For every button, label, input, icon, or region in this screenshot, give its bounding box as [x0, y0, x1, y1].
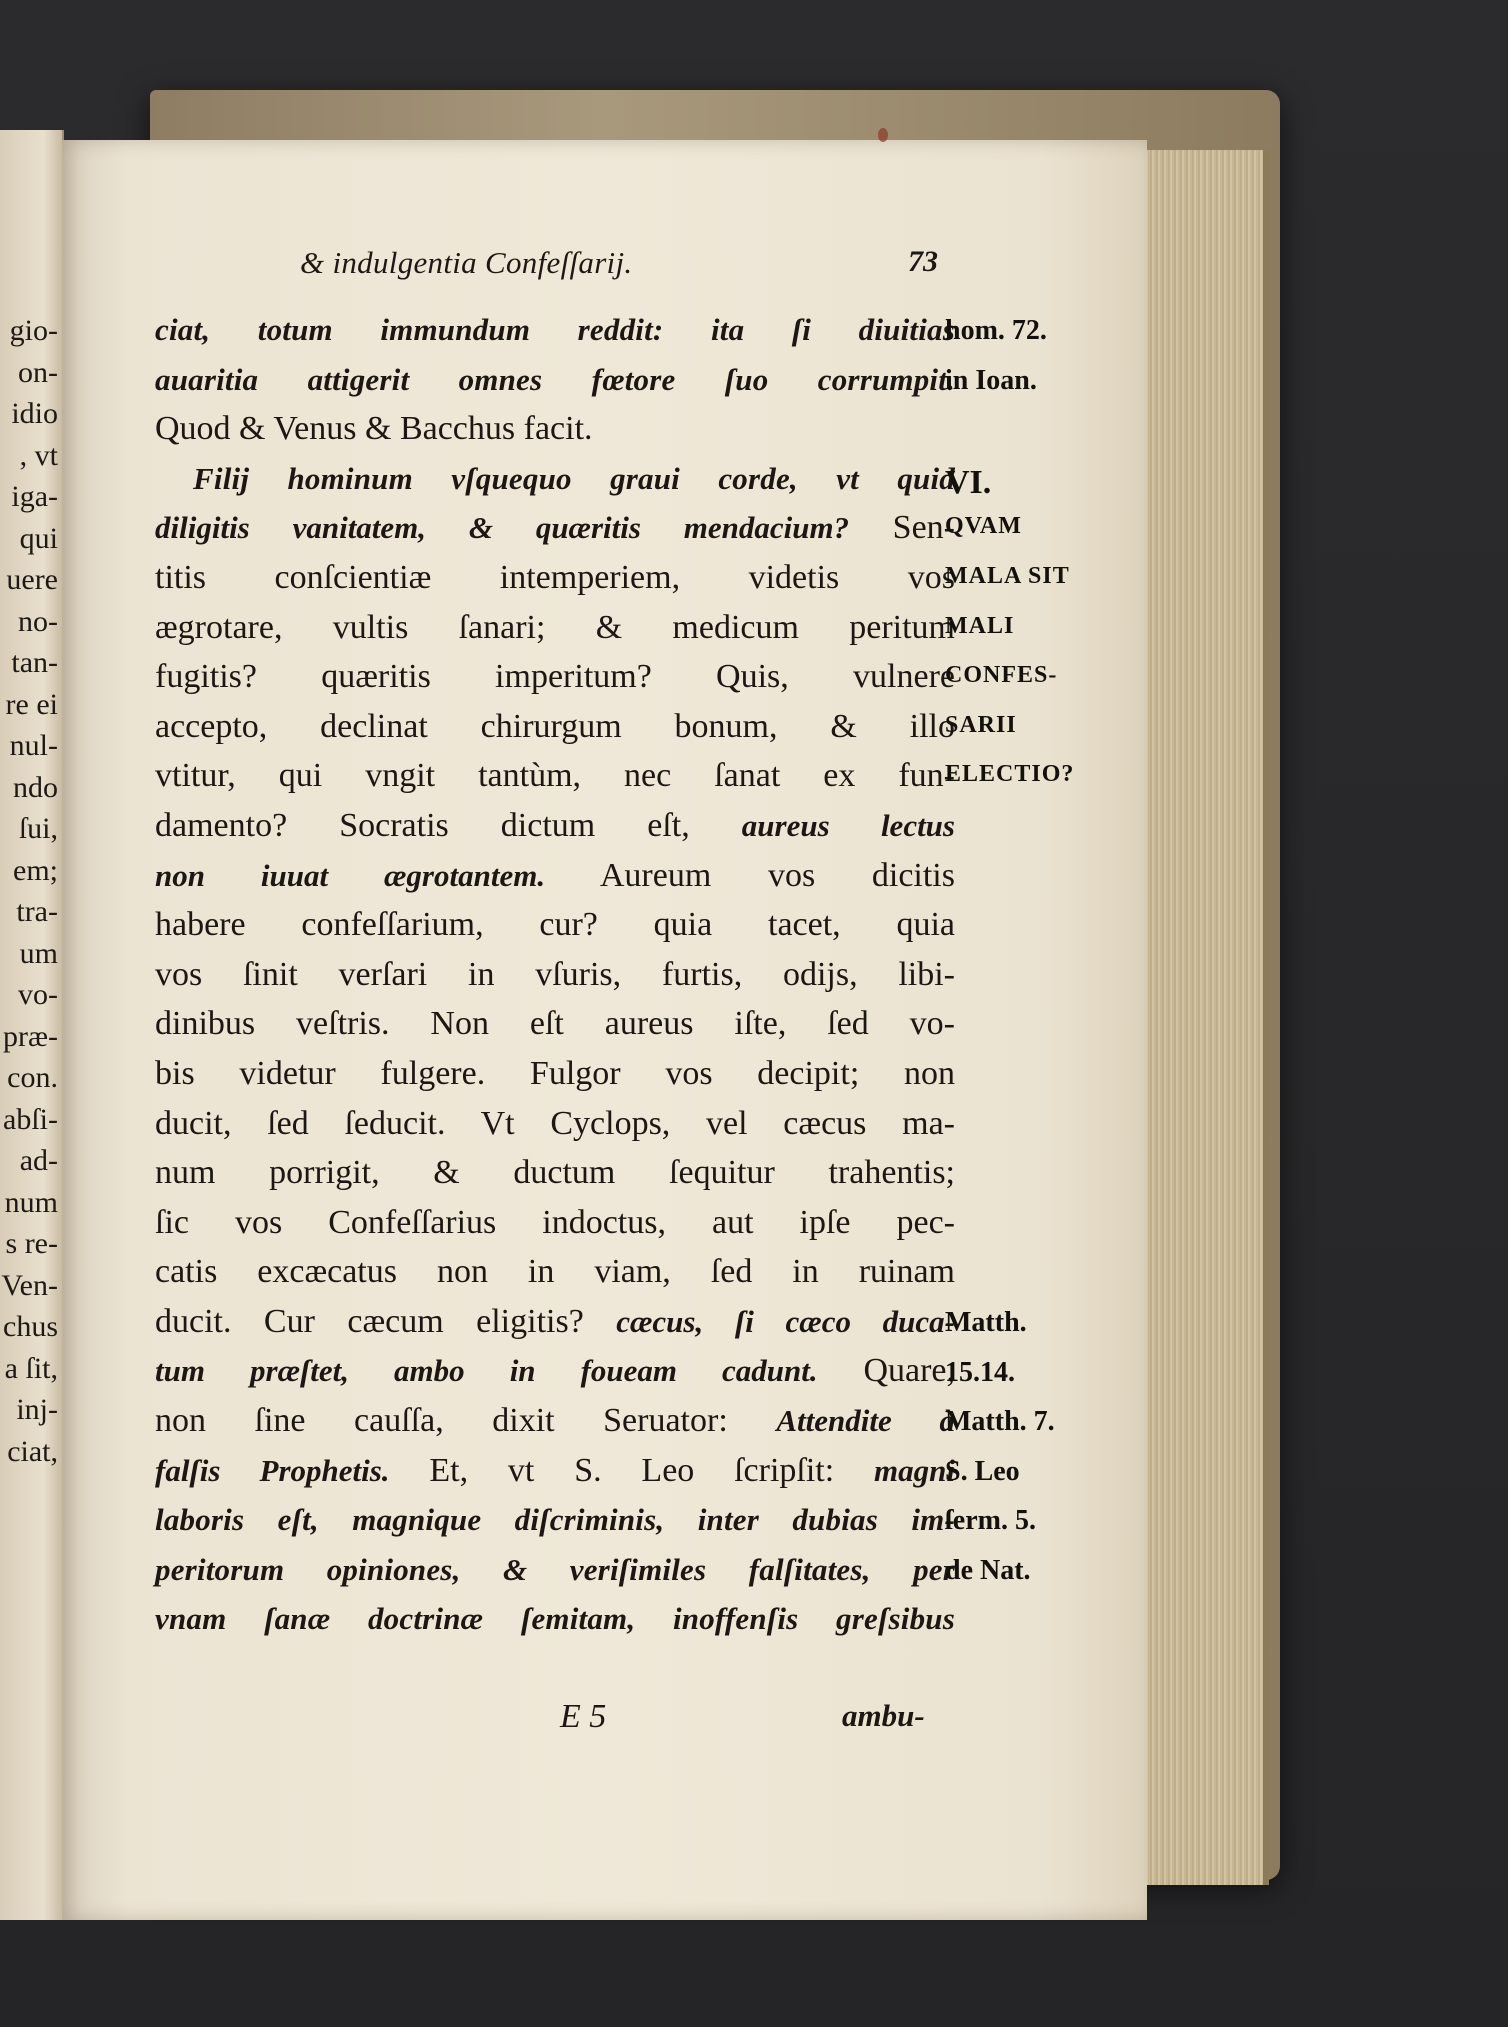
left-fragment: idio: [11, 397, 58, 430]
left-fragment: Ven-: [1, 1268, 58, 1302]
roman-run: Quare,: [817, 1352, 955, 1390]
left-fragment: em;: [13, 853, 58, 887]
left-fragment: re ei: [5, 687, 58, 721]
body-line: ducit, ſed ſeducit. Vt Cyclops, vel cæcus ma-: [155, 1104, 955, 1142]
margin-note: Matth. 7.: [945, 1406, 1055, 1438]
body-line: vtitur, qui vngit tantùm, nec ſanat ex fun-: [155, 757, 955, 795]
italic-run: cæcus, ſi cæco duca-: [616, 1303, 955, 1339]
left-page-edge: [0, 130, 64, 1920]
italic-run: non iuuat ægrotantem.: [155, 857, 546, 893]
left-page-text-fragments: [1, 310, 58, 1472]
roman-run: non ſine cauſſa, dixit Seruator:: [155, 1402, 777, 1440]
italic-run: diligitis vanitatem, & quæritis mendacium?: [155, 510, 850, 546]
margin-note: hom. 72.: [945, 315, 1047, 346]
body-line: [155, 1446, 955, 1496]
left-fragment: no-: [18, 604, 58, 638]
body-line: auaritia attigerit omnes fœtore ſuo corrumpit.: [155, 361, 955, 397]
margin-note: MALI: [945, 612, 1015, 639]
body-line: [155, 503, 955, 553]
margin-note: de Nat.: [945, 1555, 1031, 1586]
body-line: [155, 1297, 955, 1347]
body-line: laboris eſt, magnique diſcriminis, inter dubias im-: [155, 1502, 955, 1538]
body-line: habere confeſſarium, cur? quia tacet, quia: [155, 906, 955, 944]
left-fragment: abſi-: [3, 1102, 58, 1136]
body-line: dinibus veſtris. Non eſt aureus iſte, ſed vo-: [155, 1005, 955, 1043]
italic-run: Attendite à: [776, 1403, 955, 1439]
left-fragment: qui: [19, 521, 58, 555]
left-fragment: tra-: [16, 895, 58, 928]
body-line: titis conſcientiæ intemperiem, videtis vos: [155, 558, 955, 596]
margin-note: VI.: [945, 463, 992, 501]
page-block-edges: [1143, 150, 1269, 1885]
italic-run: aureus lectus: [741, 807, 955, 843]
left-fragment: on-: [18, 355, 58, 389]
margin-note: SARII: [945, 711, 1017, 738]
left-fragment: ciat,: [7, 1434, 58, 1468]
left-fragment: præ-: [3, 1019, 58, 1053]
left-fragment: con.: [7, 1061, 58, 1094]
margin-note: ſerm. 5.: [945, 1505, 1036, 1537]
body-line: [155, 1346, 955, 1396]
left-fragment: vo-: [18, 978, 58, 1011]
left-fragment: ſui,: [18, 812, 58, 845]
left-fragment: num: [4, 1185, 58, 1219]
catchword: ambu-: [842, 1698, 925, 1733]
body-line: bis videtur fulgere. Fulgor vos decipit; non: [155, 1054, 955, 1092]
body-line: [155, 801, 955, 851]
left-fragment: iga-: [11, 480, 58, 513]
roman-run: ducit. Cur cæcum eligitis?: [155, 1302, 617, 1340]
body-line: ſic vos Confeſſarius indoctus, aut ipſe pec-: [155, 1203, 955, 1241]
left-fragment: a ſit,: [4, 1351, 58, 1385]
italic-run: falſis Prophetis.: [155, 1452, 390, 1488]
margin-note: ELECTIO?: [945, 761, 1075, 788]
body-line: ciat, totum immundum reddit: ita ſi diuitias: [155, 312, 955, 347]
body-line: vos ſinit verſari in vſuris, furtis, odijs, libi-: [155, 955, 955, 993]
signature-mark: E 5: [560, 1698, 607, 1735]
margin-note: MALA SIT: [945, 563, 1070, 589]
margin-note: Matth.: [945, 1307, 1027, 1338]
margin-note: S. Leo: [945, 1455, 1020, 1487]
body-line: Quod & Venus & Bacchus facit.: [155, 410, 593, 448]
ink-spot: [878, 128, 888, 142]
left-fragment: um: [19, 936, 58, 970]
left-fragment: tan-: [11, 646, 58, 679]
body-line: catis excæcatus non in viam, ſed in ruinam: [155, 1253, 955, 1291]
roman-run: Et, vt S. Leo ſcripſit:: [389, 1451, 875, 1489]
left-fragment: ad-: [19, 1144, 58, 1177]
page-header: [300, 245, 960, 285]
body-line: fugitis? quæritis imperitum? Quis, vulnere: [155, 658, 955, 696]
left-fragment: s re-: [5, 1227, 58, 1260]
body-line: vnam ſanæ doctrinæ ſemitam, inoffenſis greſsibus: [155, 1601, 955, 1637]
body-line: peritorum opiniones, & veriſimiles falſitates, per: [155, 1551, 955, 1587]
body-line: accepto, declinat chirurgum bonum, & illo: [155, 707, 955, 745]
roman-run: Aureum vos dicitis: [545, 856, 955, 894]
margin-note: QVAM: [945, 513, 1022, 540]
left-fragment: chus: [3, 1310, 58, 1343]
left-fragment: gio-: [9, 314, 58, 347]
body-text: [155, 305, 955, 1644]
body-line: ægrotare, vultis ſanari; & medicum peritum: [155, 608, 955, 646]
body-line: [155, 851, 955, 901]
body-line: Filij hominum vſquequo graui corde, vt quid: [193, 460, 955, 496]
margin-note: CONFES-: [945, 662, 1058, 689]
italic-run: tum præſtet, ambo in foueam cadunt.: [155, 1353, 818, 1389]
body-line: [155, 1396, 955, 1446]
roman-run: damento? Socratis dictum eſt,: [155, 806, 742, 844]
page-number: 73: [908, 245, 938, 278]
margin-note: 15.14.: [945, 1356, 1015, 1388]
left-fragment: uere: [6, 563, 58, 596]
margin-note: in Ioan.: [945, 364, 1037, 396]
left-fragment: ndo: [13, 770, 58, 804]
left-fragment: nul-: [9, 729, 58, 762]
italic-run: magni: [874, 1452, 955, 1488]
left-fragment: , vt: [19, 438, 58, 472]
running-head: & indulgentia Confeſſarij.: [300, 245, 633, 280]
body-line: num porrigit, & ductum ſequitur trahentis;: [155, 1154, 955, 1192]
roman-run: Sen-: [849, 509, 956, 547]
left-fragment: inj-: [16, 1393, 58, 1426]
